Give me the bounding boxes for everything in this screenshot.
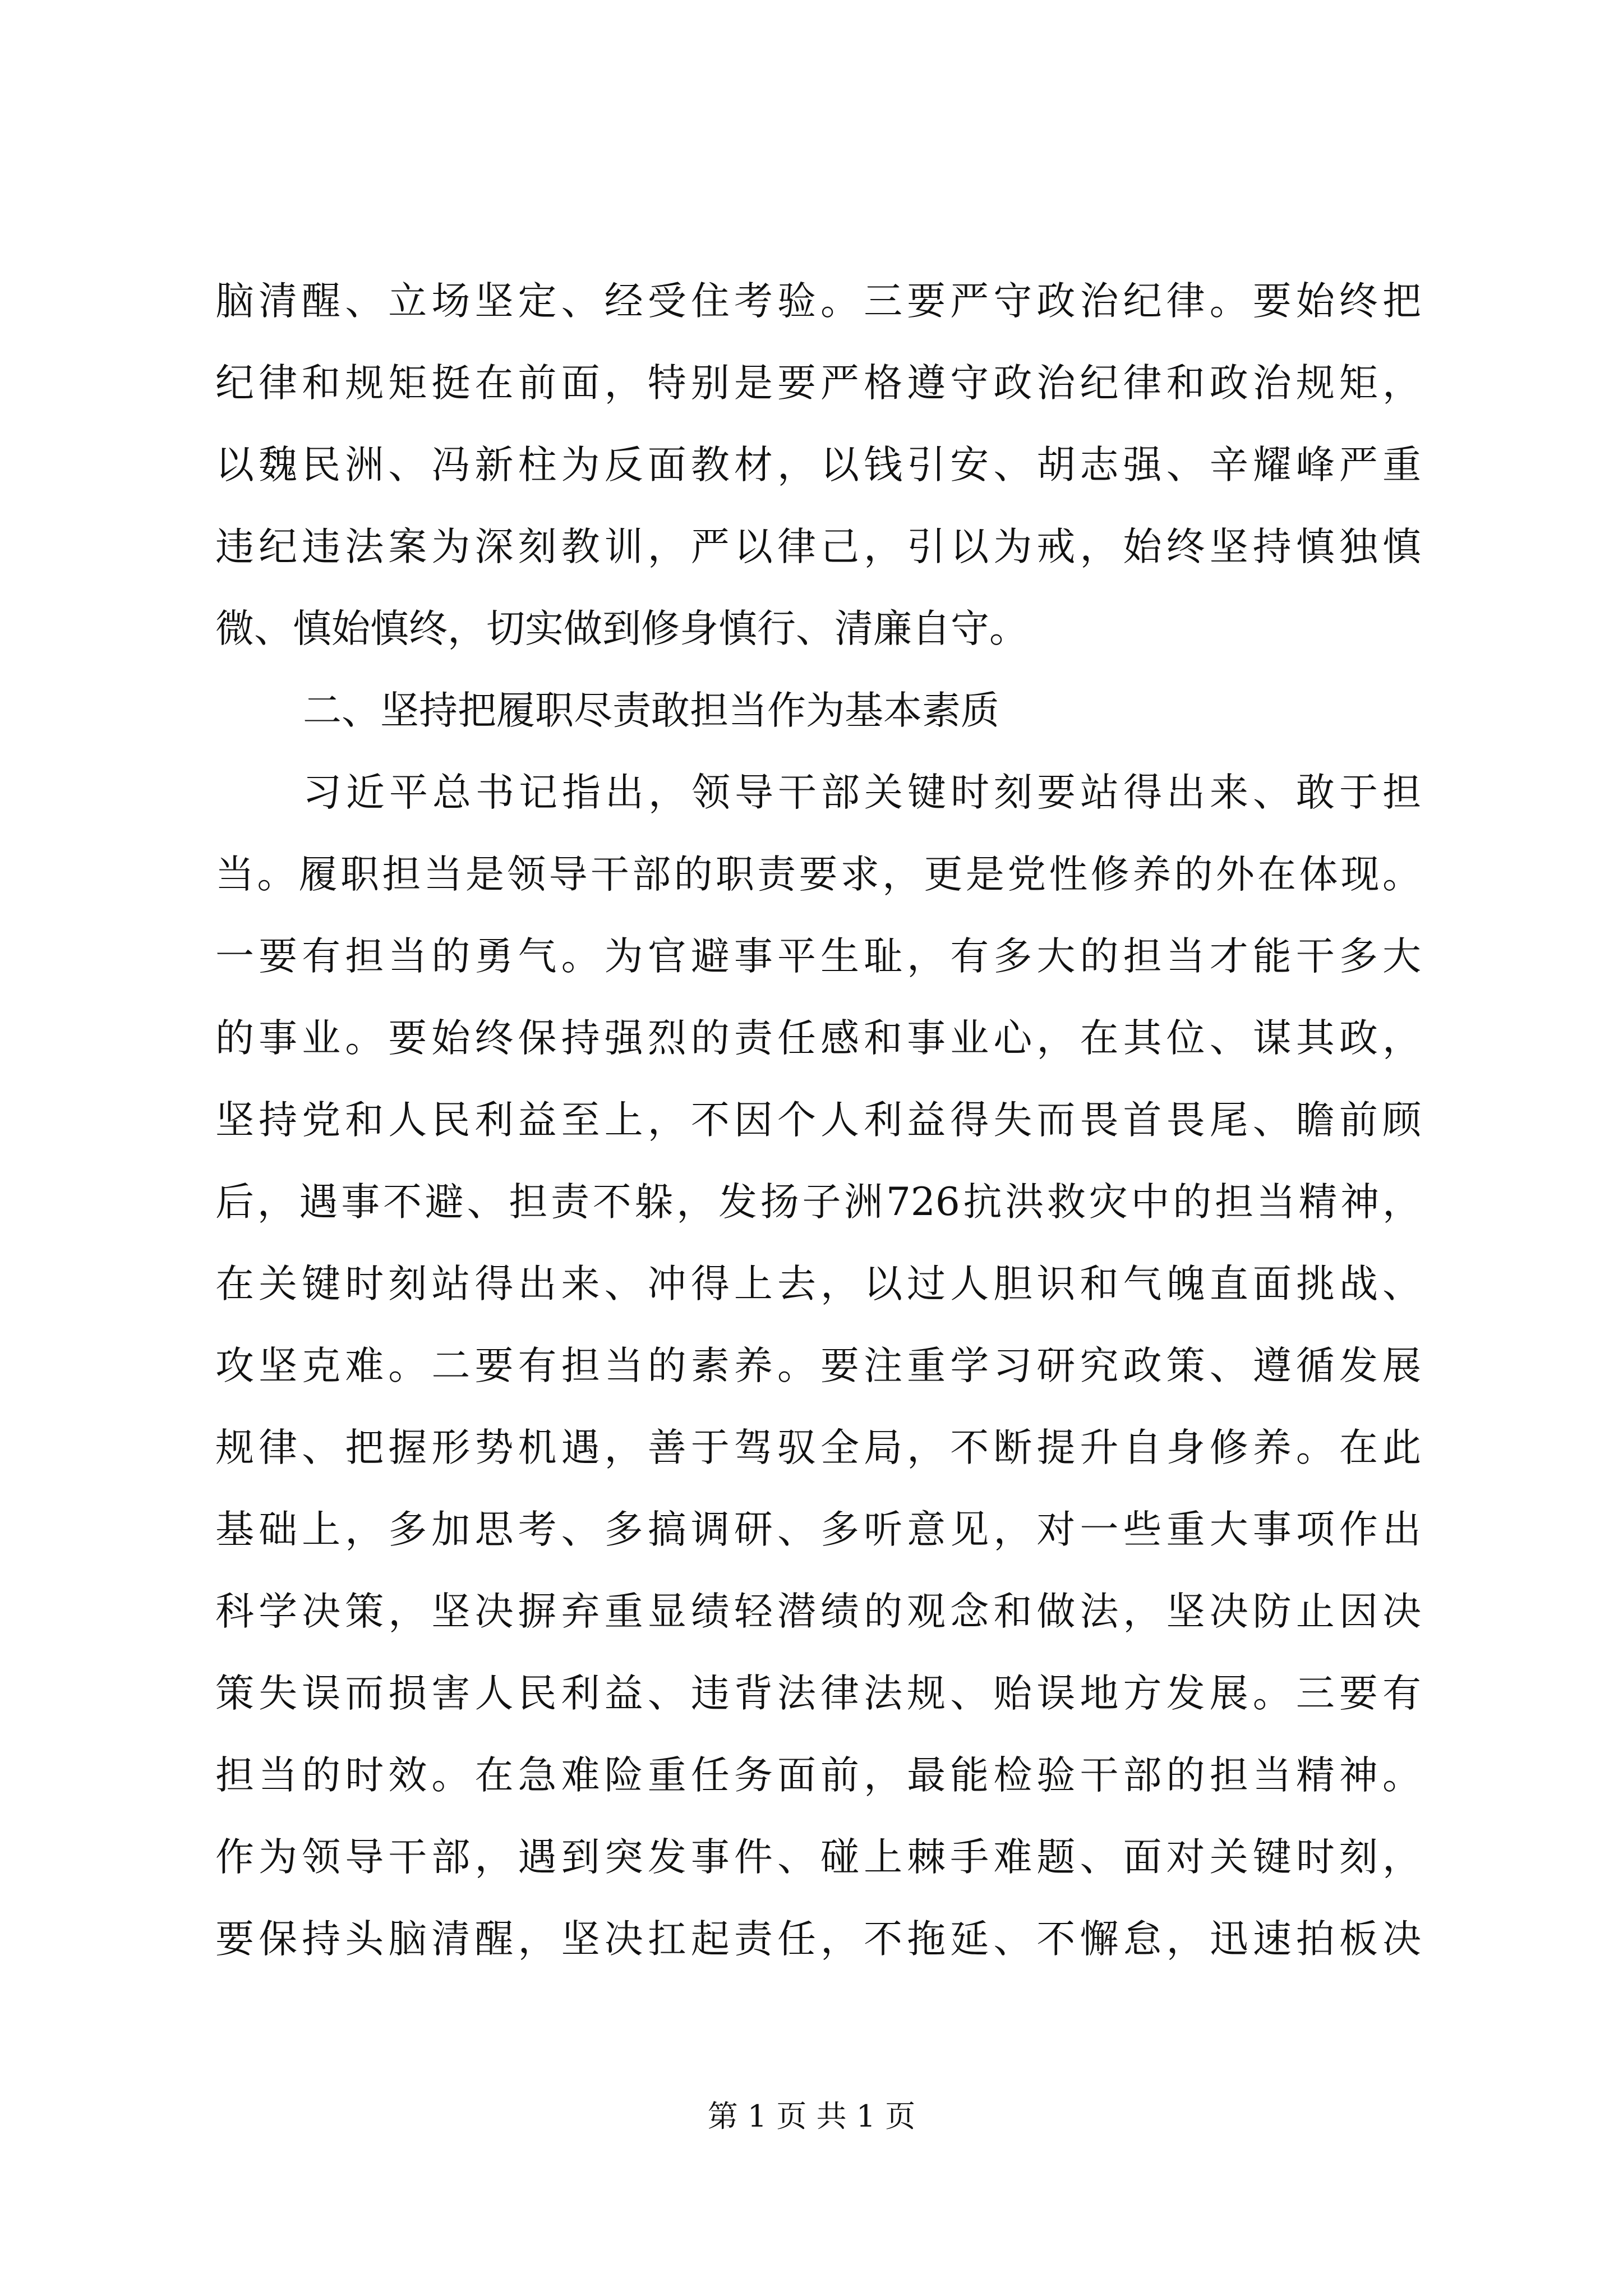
text-line: 习近平总书记指出，领导干部关键时刻要站得出来、敢于担 [303, 770, 1421, 815]
body-text [215, 260, 1421, 1980]
page-number-footer: 第 1 页 共 1 页 [707, 2099, 916, 2134]
text-line: 坚持党和人民利益至上，不因个人利益得失而畏首畏尾、瞻前顾 [215, 1098, 1421, 1143]
text-line: 规律、把握形势机遇，善于驾驭全局，不断提升自身修养。在此 [215, 1425, 1421, 1470]
text-line: 微、慎始慎终，切实做到修身慎行、清廉自守。 [215, 606, 1028, 651]
text-line: 后，遇事不避、担责不躲，发扬子洲726抗洪救灾中的担当精神， [215, 1180, 1421, 1225]
text-line: 担当的时效。在急难险重任务面前，最能检验干部的担当精神。 [215, 1753, 1421, 1798]
text-line: 科学决策，坚决摒弃重显绩轻潜绩的观念和做法，坚决防止因决 [215, 1589, 1421, 1634]
text-line: 基础上，多加思考、多搞调研、多听意见，对一些重大事项作出 [215, 1507, 1421, 1552]
text-line: 一要有担当的勇气。为官避事平生耻，有多大的担当才能干多大 [215, 934, 1421, 979]
text-line: 在关键时刻站得出来、冲得上去，以过人胆识和气魄直面挑战、 [215, 1262, 1421, 1306]
text-line: 当。履职担当是领导干部的职责要求，更是党性修养的外在体现。 [215, 852, 1421, 897]
text-line: 攻坚克难。二要有担当的素养。要注重学习研究政策、遵循发展 [215, 1343, 1421, 1388]
text-line: 纪律和规矩挺在前面，特别是要严格遵守政治纪律和政治规矩， [215, 361, 1421, 406]
text-line: 脑清醒、立场坚定、经受住考验。三要严守政治纪律。要始终把 [215, 279, 1421, 324]
text-line: 作为领导干部，遇到突发事件、碰上棘手难题、面对关键时刻， [215, 1835, 1421, 1880]
section-heading: 二、坚持把履职尽责敢担当作为基本素质 [303, 688, 999, 733]
text-line: 的事业。要始终保持强烈的责任感和事业心，在其位、谋其政， [215, 1016, 1421, 1061]
text-line: 要保持头脑清醒，坚决扛起责任，不拖延、不懈怠，迅速拍板决 [215, 1917, 1421, 1962]
text-line: 违纪违法案为深刻教训，严以律己，引以为戒，始终坚持慎独慎 [215, 524, 1421, 569]
text-line: 以魏民洲、冯新柱为反面教材，以钱引安、胡志强、辛耀峰严重 [215, 443, 1421, 487]
text-line: 策失误而损害人民利益、违背法律法规、贻误地方发展。三要有 [215, 1671, 1421, 1716]
